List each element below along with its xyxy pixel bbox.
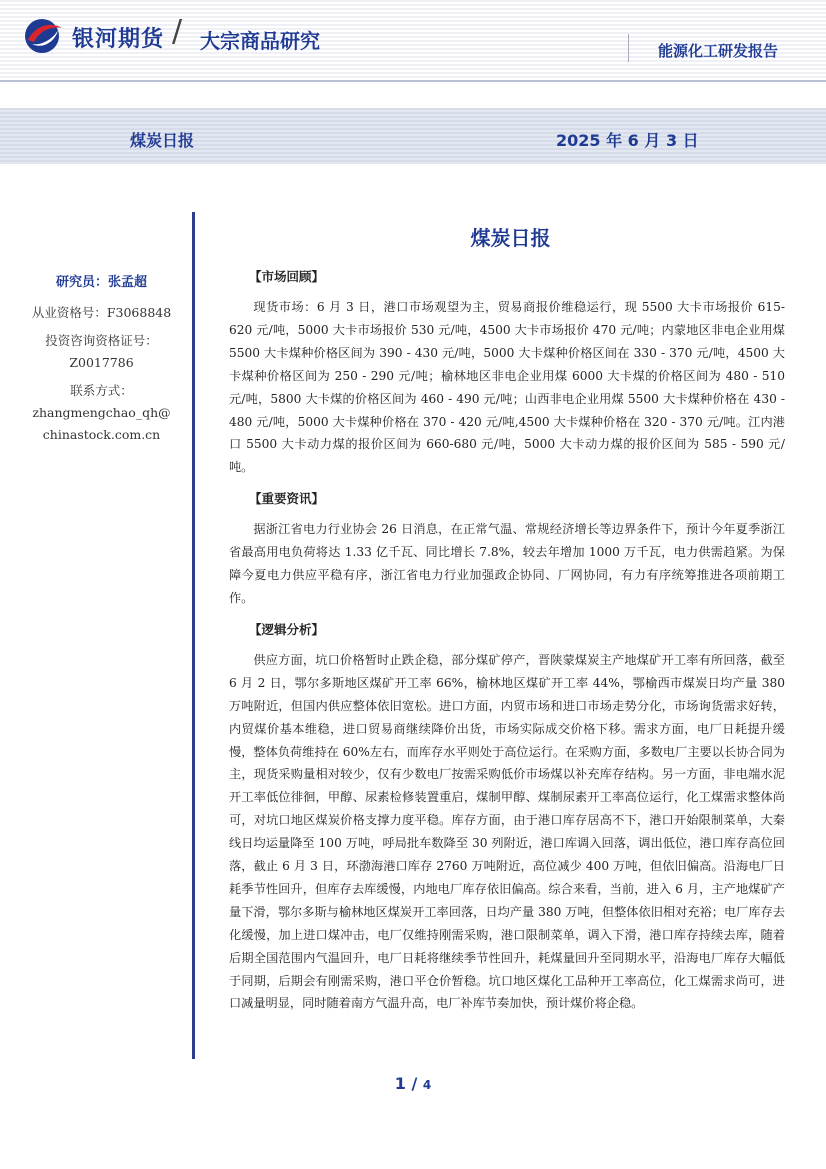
header-divider [628,34,629,62]
market-review-paragraph: 现货市场：6 月 3 日，港口市场观望为主，贸易商报价维稳运行，现 5500 大卡市场报价 615-620 元/吨，5000 大卡市场报价 530 元/吨，4500 大卡市场报价 470 元/吨；内蒙地区非电企业用煤 5500 大卡煤种价格区间为 390 - 430 元/吨，5000 大卡煤种价格区间在 330 - 370 元/吨，4500 大卡煤种价格区间为 250 - 290 元/吨；榆林地区非电企业用煤 6000 大卡煤的价格区间为 480 - 510 元/吨，5800 大卡煤的价格区间为 460 - 490 元/吨；山西非电企业用煤 5500 大卡煤种价格在 430 - 480 元/吨，5000 大卡煤种价格在 370 - 420 元/吨,4500 大卡煤种价格在 320 - 370 元/吨。江内港口 5500 大卡动力煤的报价区间为 660-680 元/吨，5000 大卡动力煤的报价区间为 585 - 590 元/吨。 [229,300,785,475]
section-heading-logic-analysis: 【逻辑分析】 [249,621,325,637]
section-heading-key-news: 【重要资讯】 [249,491,325,507]
contact-email-part2[interactable]: chinastock.com.cn [42,427,161,442]
contact-label: 联系方式： [70,383,133,398]
page-number [0,1074,826,1093]
report-body [229,266,785,1024]
document-title: 煤炭日报 [470,226,551,250]
report-type: 能源化工研发报告 [657,42,778,60]
author-sidebar [14,272,189,446]
header-rule [0,80,826,82]
key-news-paragraph: 据浙江省电力行业协会 26 日消息，在正常气温、常规经济增长等边界条件下，预计今年夏季浙江省最高用电负荷将达 1.33 亿千瓦、同比增长 7.8%，较去年增加 1000 万千瓦，电力供需趋紧。为保障今夏电力供应平稳有序，浙江省电力行业加强政企协同、厂网协同，有力有序统筹推进各项前期工作。 [229,522,785,605]
brand-name: 银河期货 [72,27,165,52]
page-separator: / [405,1074,423,1093]
band-title: 煤炭日报 [130,131,195,150]
sidebar-divider [192,212,195,1059]
section-heading-market-review: 【市场回顾】 [249,269,325,284]
consult-license-label: 投资咨询资格证号： [45,333,158,348]
contact-email-part1[interactable]: zhangmengchao_qh@ [32,405,171,420]
consult-license-number: Z0017786 [69,355,134,370]
page-header [0,0,826,80]
page-current: 1 [394,1074,406,1093]
license-number: 从业资格号：F3068848 [31,305,172,320]
department-name: 大宗商品研究 [200,29,320,53]
header-separator: / [172,14,183,49]
report-date: 2025 年 6 月 3 日 [556,131,699,150]
logic-analysis-paragraph: 供应方面，坑口价格暂时止跌企稳，部分煤矿停产，晋陕蒙煤炭主产地煤矿开工率有所回落，截至 6 月 2 日，鄂尔多斯地区煤矿开工率 66%，榆林地区煤矿开工率 44%，鄂榆西市煤炭日均产量 380 万吨附近，但国内供应整体依旧宽松。进口方面，内贸市场和进口市场走势分化，市场询货需求好转，内贸煤价基本维稳，进口贸易商继续降价出货，市场实际成交价格下移。需求方面，电厂日耗提升缓慢，整体负荷维持在 60%左右，而库存水平则处于高位运行。在采购方面，多数电厂主要以长协合同为主，现货采购量相对较少，仅有少数电厂按需采购低价市场煤以补充库存结构。另一方面，非电端水泥开工率低位徘徊，甲醇、尿素检修装置重启，煤制甲醇、煤制尿素开工率高位运行，化工煤需求整体尚可，对坑口地区煤炭价格支撑力度平稳。库存方面，由于港口库存居高不下，港口开始限制菜单，大秦线日均运量降至 100 万吨，呼局批车数降至 30 列附近，港口库调入回落，调出低位，港口库存高位回落，截止 6 月 3 日，环渤海港口库存 2760 万吨附近，高位减少 400 万吨，但依旧偏高。沿海电厂日耗季节性回升，但库存去库缓慢，内地电厂库存依旧偏高。综合来看，当前，进入 6 月，主产地煤矿产量下滑，鄂尔多斯与榆林地区煤炭开工率回落，日均产量 380 万吨，但整体依旧相对充裕；电厂库存去化缓慢，加上进口煤冲击，电厂仅维持刚需采购，港口限制菜单，调入下滑，港口库存持续去库，随着后期全国范围内气温回升，电厂日耗将继续季节性回升，耗煤量回升至同期水平，沿海电厂库存大幅低于同期，后期会有刚需采购，港口平仓价暂稳。坑口地区煤化工品种开工率高位，化工煤需求尚可，进口减量明显，同时随着南方气温升高，电厂补库节奏加快，预计煤价将企稳。 [229,652,785,1011]
page-total: 4 [422,1078,432,1092]
galaxy-futures-logo-icon [22,16,66,56]
title-band [0,108,826,164]
researcher-name: 研究员：张孟超 [55,275,147,290]
